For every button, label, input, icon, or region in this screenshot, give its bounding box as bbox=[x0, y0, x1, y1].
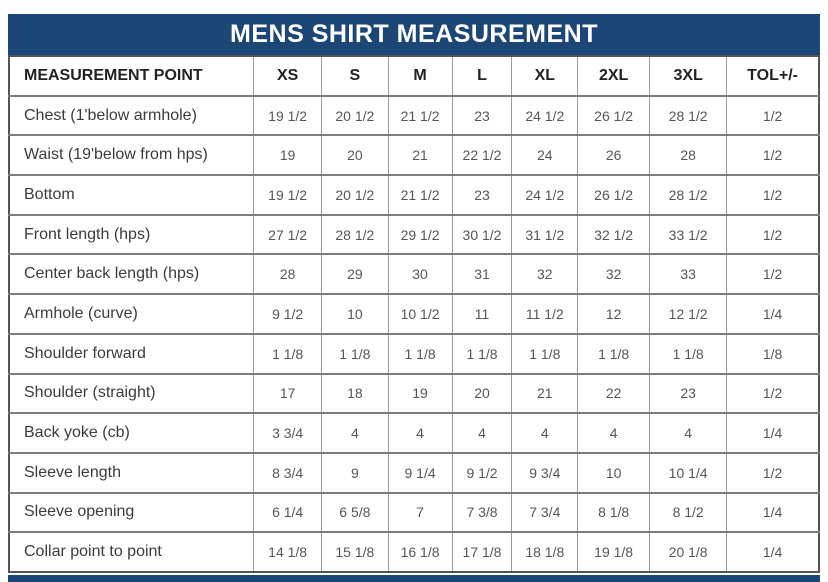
measurement-value: 18 1/8 bbox=[512, 532, 578, 572]
measurement-value: 22 bbox=[578, 374, 650, 414]
measurement-value: 15 1/8 bbox=[322, 532, 388, 572]
measurement-value: 6 5/8 bbox=[322, 493, 388, 533]
measurement-value: 3 3/4 bbox=[254, 413, 322, 453]
measurement-value: 1 1/8 bbox=[512, 334, 578, 374]
column-header: TOL+/- bbox=[727, 56, 819, 96]
measurement-value: 32 1/2 bbox=[578, 215, 650, 255]
table-row bbox=[9, 453, 819, 493]
row-label: Sleeve length bbox=[9, 453, 254, 493]
measurement-value: 1/2 bbox=[727, 453, 819, 493]
table-row bbox=[9, 532, 819, 572]
measurement-value: 1 1/8 bbox=[578, 334, 650, 374]
row-label: Waist (19'below from hps) bbox=[9, 135, 254, 175]
measurement-value: 7 3/8 bbox=[452, 493, 512, 533]
measurement-value: 10 1/2 bbox=[388, 294, 452, 334]
measurement-value: 17 bbox=[254, 374, 322, 414]
measurement-value: 10 1/4 bbox=[650, 453, 727, 493]
measurement-value: 19 1/2 bbox=[254, 96, 322, 136]
row-label: Front length (hps) bbox=[9, 215, 254, 255]
measurement-value: 21 bbox=[512, 374, 578, 414]
page-title: MENS SHIRT MEASUREMENT bbox=[230, 20, 598, 48]
measurement-value: 10 bbox=[578, 453, 650, 493]
measurement-value: 4 bbox=[650, 413, 727, 453]
column-header: L bbox=[452, 56, 512, 96]
measurement-value: 33 bbox=[650, 254, 727, 294]
measurement-value: 24 1/2 bbox=[512, 175, 578, 215]
measurement-value: 1/2 bbox=[727, 135, 819, 175]
measurement-value: 28 1/2 bbox=[322, 215, 388, 255]
row-label: Chest (1'below armhole) bbox=[9, 96, 254, 136]
measurement-value: 30 bbox=[388, 254, 452, 294]
measurement-value: 26 1/2 bbox=[578, 96, 650, 136]
measurement-value: 8 1/2 bbox=[650, 493, 727, 533]
column-header: 3XL bbox=[650, 56, 727, 96]
measurement-value: 30 1/2 bbox=[452, 215, 512, 255]
measurement-value: 22 1/2 bbox=[452, 135, 512, 175]
measurement-value: 32 bbox=[512, 254, 578, 294]
table-row bbox=[9, 413, 819, 453]
measurement-value: 14 1/8 bbox=[254, 532, 322, 572]
measurement-value: 19 bbox=[388, 374, 452, 414]
measurement-value: 19 1/2 bbox=[254, 175, 322, 215]
table-row bbox=[9, 96, 819, 136]
measurement-value: 28 bbox=[254, 254, 322, 294]
measurement-value: 1/4 bbox=[727, 532, 819, 572]
measurement-value: 8 3/4 bbox=[254, 453, 322, 493]
measurement-value: 18 bbox=[322, 374, 388, 414]
column-header: XS bbox=[254, 56, 322, 96]
measurement-value: 6 1/4 bbox=[254, 493, 322, 533]
row-label: Armhole (curve) bbox=[9, 294, 254, 334]
measurement-value: 29 1/2 bbox=[388, 215, 452, 255]
measurement-value: 4 bbox=[452, 413, 512, 453]
measurement-value: 4 bbox=[388, 413, 452, 453]
measurement-value: 12 bbox=[578, 294, 650, 334]
measurement-value: 1 1/8 bbox=[322, 334, 388, 374]
measurement-value: 10 bbox=[322, 294, 388, 334]
measurement-value: 32 bbox=[578, 254, 650, 294]
table-row bbox=[9, 374, 819, 414]
column-header: XL bbox=[512, 56, 578, 96]
measurement-value: 1 1/8 bbox=[254, 334, 322, 374]
measurement-value: 16 1/8 bbox=[388, 532, 452, 572]
table-row bbox=[9, 254, 819, 294]
measurement-value: 31 1/2 bbox=[512, 215, 578, 255]
measurement-value: 28 1/2 bbox=[650, 175, 727, 215]
row-label: Back yoke (cb) bbox=[9, 413, 254, 453]
measurement-value: 11 1/2 bbox=[512, 294, 578, 334]
measurement-value: 12 1/2 bbox=[650, 294, 727, 334]
measurement-value: 11 bbox=[452, 294, 512, 334]
row-label: Shoulder (straight) bbox=[9, 374, 254, 414]
measurement-value: 9 3/4 bbox=[512, 453, 578, 493]
header-row bbox=[9, 56, 819, 96]
measurement-value: 4 bbox=[512, 413, 578, 453]
column-header: S bbox=[322, 56, 388, 96]
measurement-value: 1/2 bbox=[727, 175, 819, 215]
measurement-value: 1/2 bbox=[727, 215, 819, 255]
measurement-value: 21 1/2 bbox=[388, 96, 452, 136]
measurement-value: 7 bbox=[388, 493, 452, 533]
column-header: MEASUREMENT POINT bbox=[9, 56, 254, 96]
measurement-value: 4 bbox=[578, 413, 650, 453]
measurement-value: 1 1/8 bbox=[388, 334, 452, 374]
measurement-table bbox=[8, 55, 820, 573]
measurement-value: 1 1/8 bbox=[650, 334, 727, 374]
table-row bbox=[9, 135, 819, 175]
measurement-value: 21 bbox=[388, 135, 452, 175]
measurement-value: 31 bbox=[452, 254, 512, 294]
table-header bbox=[9, 56, 819, 96]
measurement-value: 20 bbox=[322, 135, 388, 175]
measurement-value: 20 1/8 bbox=[650, 532, 727, 572]
measurement-value: 29 bbox=[322, 254, 388, 294]
table-row bbox=[9, 493, 819, 533]
measurement-value: 1/2 bbox=[727, 254, 819, 294]
measurement-value: 24 1/2 bbox=[512, 96, 578, 136]
measurement-value: 8 1/8 bbox=[578, 493, 650, 533]
measurement-value: 9 bbox=[322, 453, 388, 493]
measurement-value: 1/4 bbox=[727, 294, 819, 334]
measurement-value: 26 1/2 bbox=[578, 175, 650, 215]
row-label: Sleeve opening bbox=[9, 493, 254, 533]
row-label: Center back length (hps) bbox=[9, 254, 254, 294]
measurement-value: 1/8 bbox=[727, 334, 819, 374]
measurement-value: 20 1/2 bbox=[322, 96, 388, 136]
table-row bbox=[9, 334, 819, 374]
measurement-value: 19 1/8 bbox=[578, 532, 650, 572]
row-label: Collar point to point bbox=[9, 532, 254, 572]
table-row bbox=[9, 215, 819, 255]
measurement-value: 1 1/8 bbox=[452, 334, 512, 374]
measurement-value: 20 1/2 bbox=[322, 175, 388, 215]
measurement-value: 1/4 bbox=[727, 493, 819, 533]
measurement-value: 33 1/2 bbox=[650, 215, 727, 255]
measurement-value: 23 bbox=[452, 175, 512, 215]
column-header: M bbox=[388, 56, 452, 96]
measurement-value: 27 1/2 bbox=[254, 215, 322, 255]
measurement-value: 23 bbox=[650, 374, 727, 414]
table-row bbox=[9, 294, 819, 334]
title-banner bbox=[8, 14, 820, 55]
measurement-value: 23 bbox=[452, 96, 512, 136]
measurement-value: 9 1/4 bbox=[388, 453, 452, 493]
footer-bar bbox=[8, 575, 820, 582]
measurement-value: 1/2 bbox=[727, 374, 819, 414]
measurement-value: 9 1/2 bbox=[452, 453, 512, 493]
measurement-value: 28 1/2 bbox=[650, 96, 727, 136]
measurement-value: 19 bbox=[254, 135, 322, 175]
row-label: Shoulder forward bbox=[9, 334, 254, 374]
table-body bbox=[9, 96, 819, 572]
measurement-value: 21 1/2 bbox=[388, 175, 452, 215]
column-header: 2XL bbox=[578, 56, 650, 96]
measurement-value: 20 bbox=[452, 374, 512, 414]
measurement-value: 4 bbox=[322, 413, 388, 453]
measurement-value: 24 bbox=[512, 135, 578, 175]
measurement-value: 1/2 bbox=[727, 96, 819, 136]
table-row bbox=[9, 175, 819, 215]
measurement-value: 7 3/4 bbox=[512, 493, 578, 533]
measurement-value: 26 bbox=[578, 135, 650, 175]
measurement-value: 9 1/2 bbox=[254, 294, 322, 334]
measurement-value: 28 bbox=[650, 135, 727, 175]
measurement-value: 1/4 bbox=[727, 413, 819, 453]
row-label: Bottom bbox=[9, 175, 254, 215]
measurement-value: 17 1/8 bbox=[452, 532, 512, 572]
